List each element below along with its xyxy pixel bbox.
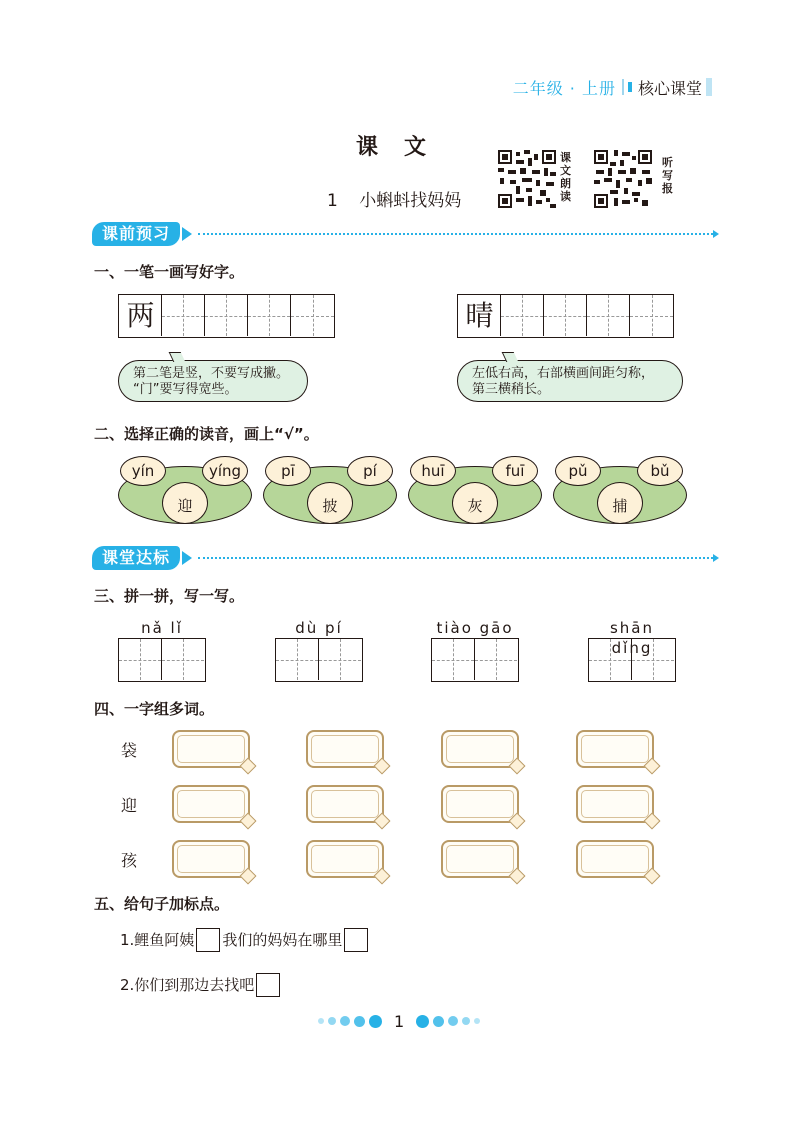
scroll-curl-icon bbox=[509, 813, 526, 830]
tip-line: 第二笔是竖，不要写成撇。 bbox=[133, 366, 290, 381]
page-title: 课文 bbox=[356, 135, 453, 160]
footer-dot bbox=[416, 1015, 429, 1028]
word-answer-box[interactable] bbox=[576, 840, 654, 878]
grid-cell[interactable] bbox=[544, 295, 587, 336]
qr-label-reading: 课文朗读 bbox=[560, 151, 571, 203]
pinyin-choice-group bbox=[263, 456, 397, 528]
word-answer-box[interactable] bbox=[172, 785, 250, 823]
writing-grid[interactable] bbox=[275, 638, 363, 682]
pinyin-text: dù pí bbox=[295, 619, 343, 637]
model-character: 两 bbox=[126, 299, 155, 332]
footer-dot bbox=[340, 1016, 350, 1026]
grid-cell bbox=[119, 295, 162, 336]
scroll-curl-icon bbox=[509, 758, 526, 775]
target-character: 迎 bbox=[162, 482, 208, 524]
page-footer bbox=[316, 1012, 482, 1030]
section-banner-preview bbox=[92, 221, 719, 247]
grid-cell bbox=[458, 295, 501, 336]
section-label: 课前预习 bbox=[92, 222, 180, 246]
grid-cell[interactable] bbox=[205, 295, 248, 336]
pinyin-choice-group bbox=[553, 456, 687, 528]
target-character: 灰 bbox=[452, 482, 498, 524]
word-answer-box[interactable] bbox=[306, 785, 384, 823]
grid-cell[interactable] bbox=[119, 639, 162, 680]
base-character: 迎 bbox=[121, 796, 138, 815]
grid-cell[interactable] bbox=[432, 639, 475, 680]
grid-cell[interactable] bbox=[248, 295, 291, 336]
grid-cell[interactable] bbox=[501, 295, 544, 336]
target-character: 披 bbox=[307, 482, 353, 524]
base-character: 袋 bbox=[121, 741, 138, 760]
scroll-curl-icon bbox=[240, 758, 257, 775]
word-answer-box[interactable] bbox=[306, 730, 384, 768]
tip-line: 左低右高，右部横画间距匀称， bbox=[472, 366, 655, 381]
footer-dot bbox=[328, 1017, 336, 1025]
grid-cell[interactable] bbox=[276, 639, 319, 680]
grade-label: 二年级 · 上册 bbox=[512, 78, 616, 98]
question-2-title: 二、选择正确的读音，画上“√”。 bbox=[94, 425, 319, 443]
scroll-curl-icon bbox=[644, 868, 661, 885]
grid-cell[interactable] bbox=[319, 639, 362, 680]
section-banner-classroom bbox=[92, 545, 719, 571]
tip-bubble bbox=[118, 360, 308, 402]
word-answer-box[interactable] bbox=[441, 785, 519, 823]
grid-cell[interactable] bbox=[475, 639, 518, 680]
word-answer-box[interactable] bbox=[441, 840, 519, 878]
lesson-title bbox=[327, 186, 461, 211]
page-number: 1 bbox=[394, 1011, 405, 1031]
pinyin-writing-item bbox=[588, 618, 676, 682]
word-answer-box[interactable] bbox=[172, 840, 250, 878]
pinyin-option[interactable]: fuī bbox=[492, 456, 538, 486]
footer-dot bbox=[474, 1018, 480, 1024]
footer-dot bbox=[462, 1017, 470, 1025]
banner-dotted-line bbox=[198, 233, 713, 235]
grid-cell[interactable] bbox=[587, 295, 630, 336]
question-4-title: 四、一字组多词。 bbox=[94, 700, 215, 718]
sentence-text: 我们的妈妈在哪里 bbox=[222, 931, 343, 949]
scroll-curl-icon bbox=[374, 758, 391, 775]
scroll-curl-icon bbox=[374, 868, 391, 885]
pinyin-text: nǎ lǐ bbox=[141, 619, 183, 637]
banner-dotted-line bbox=[198, 557, 713, 559]
pinyin-option[interactable]: yíng bbox=[202, 456, 248, 486]
punctuation-box[interactable] bbox=[256, 973, 280, 997]
punctuation-box[interactable] bbox=[196, 928, 220, 952]
pinyin-option[interactable]: yín bbox=[120, 456, 166, 486]
lesson-number: 1 bbox=[327, 191, 338, 211]
pinyin-option[interactable]: bǔ bbox=[637, 456, 683, 486]
header-divider bbox=[622, 79, 624, 95]
grid-cell[interactable] bbox=[162, 295, 205, 336]
writing-grid[interactable] bbox=[457, 294, 674, 338]
question-3-title: 三、拼一拼，写一写。 bbox=[94, 587, 245, 605]
sentence-2 bbox=[120, 972, 282, 998]
pinyin-option[interactable]: pǔ bbox=[555, 456, 601, 486]
question-1-title: 一、一笔一画写好字。 bbox=[94, 263, 245, 281]
banner-arrow bbox=[182, 551, 192, 565]
punctuation-box[interactable] bbox=[344, 928, 368, 952]
bubble-tail bbox=[169, 352, 186, 362]
scroll-curl-icon bbox=[509, 868, 526, 885]
footer-dot bbox=[318, 1018, 324, 1024]
core-label: 核心课堂 bbox=[637, 78, 702, 98]
page-header bbox=[513, 76, 712, 98]
section-label: 课堂达标 bbox=[92, 546, 180, 570]
target-character: 捕 bbox=[597, 482, 643, 524]
word-answer-box[interactable] bbox=[576, 730, 654, 768]
sentence-1 bbox=[120, 927, 370, 953]
writing-grid[interactable] bbox=[118, 294, 335, 338]
pinyin-text: tiào gāo bbox=[436, 619, 514, 637]
pinyin-text: shān dǐng bbox=[609, 619, 655, 657]
banner-arrow-tip bbox=[713, 554, 719, 562]
footer-dot bbox=[354, 1016, 365, 1027]
scroll-curl-icon bbox=[240, 868, 257, 885]
bubble-tail bbox=[502, 352, 519, 362]
grid-cell[interactable] bbox=[589, 639, 632, 680]
word-answer-box[interactable] bbox=[172, 730, 250, 768]
grid-cell[interactable] bbox=[162, 639, 205, 680]
pinyin-choice-group bbox=[118, 456, 252, 528]
word-answer-box[interactable] bbox=[441, 730, 519, 768]
writing-grid[interactable] bbox=[588, 638, 676, 682]
writing-grid[interactable] bbox=[431, 638, 519, 682]
grid-cell[interactable] bbox=[630, 295, 673, 336]
pinyin-writing-item bbox=[275, 618, 363, 682]
pinyin-choice-group bbox=[408, 456, 542, 528]
scroll-curl-icon bbox=[240, 813, 257, 830]
header-end-bar bbox=[706, 78, 712, 96]
pinyin-writing-item bbox=[431, 618, 519, 682]
banner-arrow bbox=[182, 227, 192, 241]
lesson-name: 小蝌蚪找妈妈 bbox=[359, 191, 462, 211]
scroll-curl-icon bbox=[644, 813, 661, 830]
question-5-title: 五、给句子加标点。 bbox=[94, 895, 230, 913]
tip-line: “门”要写得宽些。 bbox=[133, 382, 238, 397]
pinyin-option[interactable]: huī bbox=[410, 456, 456, 486]
tip-line: 第三横稍长。 bbox=[472, 382, 551, 397]
tip-bubble bbox=[457, 360, 683, 402]
scroll-curl-icon bbox=[374, 813, 391, 830]
scroll-curl-icon bbox=[644, 758, 661, 775]
qr-label-dictation: 听写报 bbox=[662, 156, 673, 195]
qr-code-icon[interactable] bbox=[594, 150, 652, 208]
sentence-text: 1.鲤鱼阿姨 bbox=[120, 931, 195, 949]
qr-code-icon[interactable] bbox=[498, 150, 556, 208]
word-answer-box[interactable] bbox=[306, 840, 384, 878]
banner-arrow-tip bbox=[713, 230, 719, 238]
base-character: 孩 bbox=[121, 851, 138, 870]
footer-dot bbox=[433, 1016, 444, 1027]
pinyin-option[interactable]: pí bbox=[347, 456, 393, 486]
word-answer-box[interactable] bbox=[576, 785, 654, 823]
pinyin-option[interactable]: pī bbox=[265, 456, 311, 486]
sentence-text: 2.你们到那边去找吧 bbox=[120, 976, 255, 994]
footer-dot bbox=[448, 1016, 458, 1026]
model-character: 晴 bbox=[465, 299, 494, 332]
writing-grid[interactable] bbox=[118, 638, 206, 682]
grid-cell[interactable] bbox=[632, 639, 675, 680]
header-marker bbox=[628, 82, 632, 92]
footer-dot bbox=[369, 1015, 382, 1028]
grid-cell[interactable] bbox=[291, 295, 334, 336]
pinyin-writing-item bbox=[118, 618, 206, 682]
